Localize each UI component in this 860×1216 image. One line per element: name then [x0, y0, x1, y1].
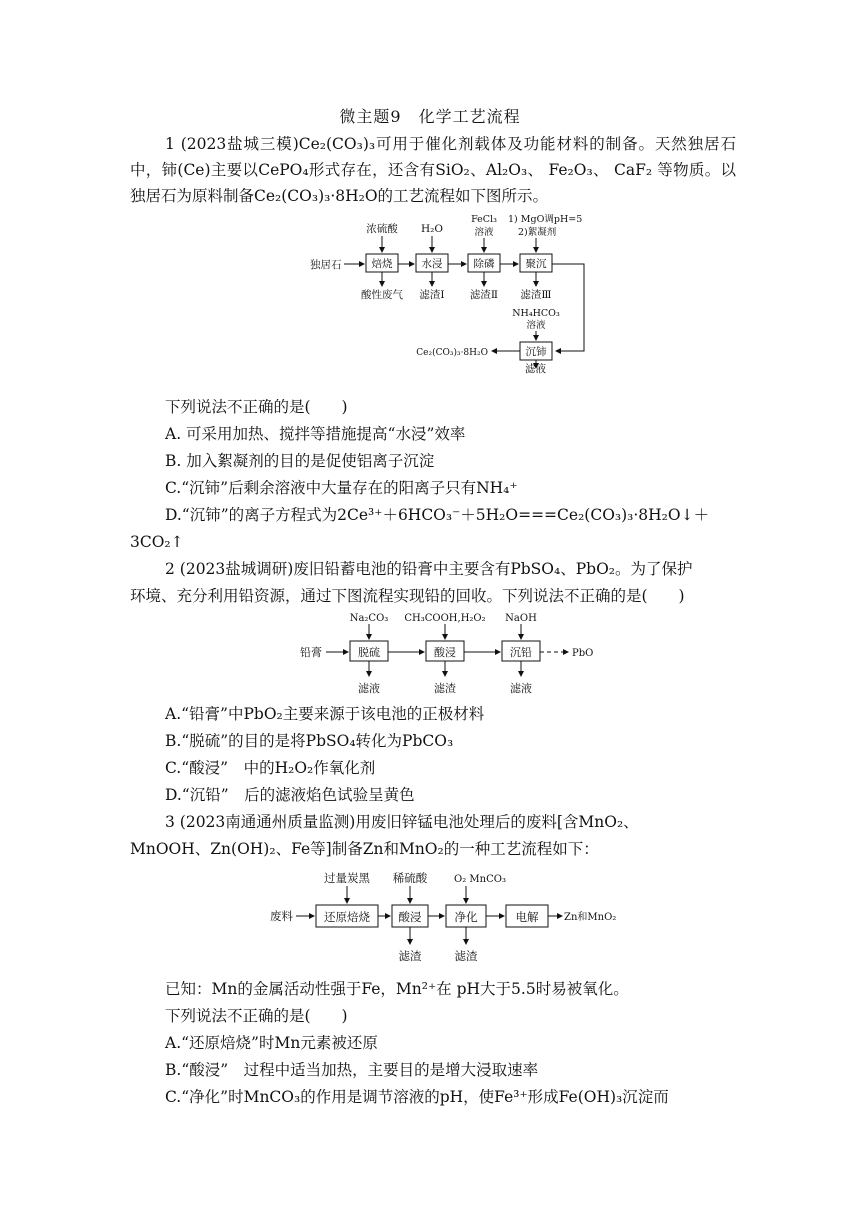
q3-stem-line2: MnOOH、Zn(OH)₂、Fe等]制备Zn和MnO₂的一种工艺流程如下： [130, 840, 599, 858]
q3-option-c: C.“净化”时MnCO₃的作用是调节溶液的pH，使Fe³⁺形成Fe(OH)₃沉淀而 [165, 1088, 669, 1106]
q1-step-ce: 沉铈 [525, 346, 547, 358]
q1-step-roast: 焙烧 [371, 258, 393, 270]
q2-output-2: 滤渣 [434, 682, 456, 695]
q1-flow-product: Ce₂(CO₃)₃·8H₂O [416, 348, 488, 358]
q1-output-gas: 酸性废气 [361, 289, 403, 301]
q3-stem-line1: 3 (2023南通通州质量监测)用废旧锌锰电池处理后的废料[含MnO₂、 [165, 813, 639, 831]
q1-step-dephos: 除磷 [473, 258, 495, 270]
q1-input-solution: 溶液 [474, 227, 494, 238]
q2-step-acid: 酸浸 [434, 646, 456, 659]
q3-flow-product: Zn和MnO₂ [564, 912, 617, 923]
q3-step-purify: 净化 [454, 910, 478, 924]
q2-input-na2co3: Na₂CO₃ [349, 613, 389, 624]
q1-option-b: B. 加入絮凝剂的目的是促使铝离子沉淀 [165, 452, 435, 470]
q2-option-a: A.“铅膏”中PbO₂主要来源于该电池的正极材料 [165, 705, 485, 723]
q3-output-1: 滤渣 [398, 949, 422, 963]
q1-input-acid: 浓硫酸 [366, 223, 398, 235]
q3-flow-start: 废料 [270, 909, 293, 923]
q3-step-roast: 还原焙烧 [324, 910, 370, 924]
q3-input-carbon: 过量炭黑 [324, 871, 370, 885]
q1-input-fecl3: FeCl₃ [471, 214, 497, 225]
q3-option-b: B.“酸浸” 过程中适当加热，主要目的是增大浸取速率 [165, 1061, 539, 1079]
q1-option-a: A. 可采用加热、搅拌等措施提高“水浸”效率 [165, 425, 466, 443]
q2-option-c: C.“酸浸” 中的H₂O₂作氧化剂 [165, 759, 376, 777]
q2-flow-product: PbO [572, 648, 594, 659]
q1-option-d-cont: 3CO₂↑ [130, 533, 184, 551]
q2-option-d: D.“沉铅” 后的滤液焰色试验呈黄色 [165, 786, 415, 804]
q3-option-a: A.“还原焙烧”时Mn元素被还原 [165, 1034, 378, 1052]
q1-input-nh4hco3: NH₄HCO₃ [512, 308, 560, 319]
q1-flow-diagram [300, 208, 600, 370]
q3-prompt: 下列说法不正确的是( ) [165, 1007, 348, 1025]
q1-output-residue1: 滤渣Ⅰ [419, 289, 445, 301]
q1-input-floc: 2)絮凝剂 [518, 227, 557, 238]
q1-input-water: H₂O [421, 223, 443, 235]
q1-output-residue2: 滤渣Ⅱ [469, 289, 499, 301]
q3-step-acid: 酸浸 [398, 910, 422, 924]
q1-output-residue3: 滤渣Ⅲ [520, 289, 552, 301]
q2-step-pb: 沉铅 [510, 646, 532, 659]
q2-output-3: 滤液 [510, 682, 532, 695]
q2-flow-diagram [298, 610, 608, 698]
q1-option-d: D.“沉铈”的离子方程式为2Ce³⁺＋6HCO₃⁻＋5H₂O===Ce₂(CO₃)₃·8H₂O↓＋ [165, 506, 710, 524]
q1-input-solution2: 溶液 [526, 320, 546, 331]
q3-input-h2so4: 稀硫酸 [392, 871, 428, 885]
q2-input-acid: CH₃COOH,H₂O₂ [404, 613, 486, 624]
q1-input-mgo: 1) MgO调pH=5 [508, 214, 583, 225]
q2-stem-line2: 环境、充分利用铅资源，通过下图流程实现铅的回收。下列说法不正确的是( ) [130, 587, 685, 605]
q2-input-naoh: NaOH [505, 613, 537, 624]
q2-option-b: B.“脱硫”的目的是将PbSO₄转化为PbCO₃ [165, 732, 454, 750]
q1-output-filtrate: 滤液 [525, 363, 546, 375]
q2-stem-line1: 2 (2023盐城调研)废旧铅蓄电池的铅膏中主要含有PbSO₄、PbO₂。为了保护 [165, 560, 693, 578]
q3-flow-diagram [266, 866, 626, 966]
q2-flow-start: 铅膏 [300, 646, 322, 659]
q1-prompt: 下列说法不正确的是( ) [165, 398, 348, 416]
q3-output-2: 滤渣 [454, 949, 478, 963]
q1-step-leach: 水浸 [421, 258, 443, 270]
q2-step-desulf: 脱硫 [358, 646, 380, 659]
q1-option-c: C.“沉铈”后剩余溶液中大量存在的阳离子只有NH₄⁺ [165, 479, 518, 497]
q3-step-electro: 电解 [515, 910, 539, 924]
q3-input-o2: O₂ MnCO₃ [454, 874, 506, 885]
q3-known: 已知：Mn的金属活动性强于Fe，Mn²⁺在 pH大于5.5时易被氧化。 [165, 980, 629, 998]
q1-step-coag: 聚沉 [525, 258, 547, 270]
q1-stem: 1 (2023盐城三模)Ce₂(CO₃)₃可用于催化剂载体及功能材料的制备。天然独居石中，铈(Ce)主要以CePO₄形式存在，还含有SiO₂、Al₂O₃、 Fe₂O₃、 CaF₂ 等物质。以独居石为原料制备Ce₂(CO₃)₃·8H₂O的工艺流程如下图所示。 [130, 135, 736, 205]
page-title: 微主题9 化学工艺流程 [339, 107, 521, 126]
q2-output-1: 滤液 [358, 682, 380, 695]
q1-flow-start: 独居石 [310, 259, 342, 271]
